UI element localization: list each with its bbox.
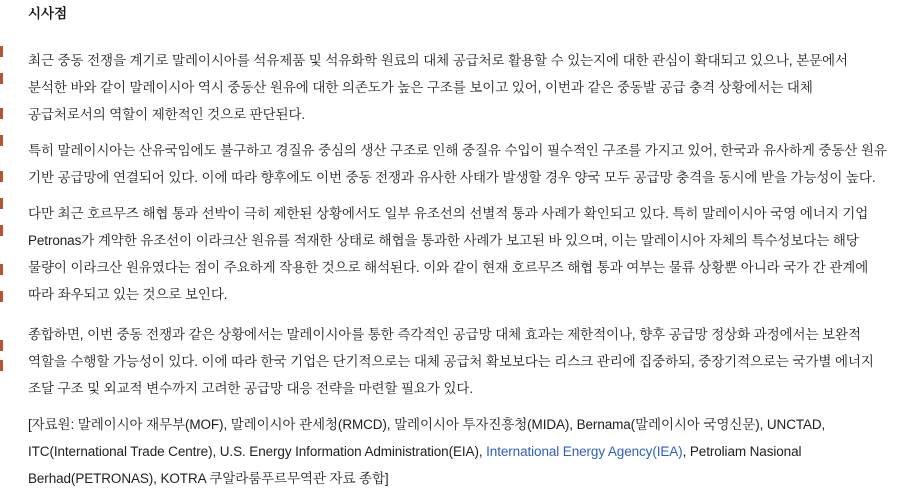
left-edge-artifact bbox=[0, 73, 3, 84]
left-edge-artifact bbox=[0, 46, 3, 57]
paragraph-conclusion: 종합하면, 이번 중동 전쟁과 같은 상황에서는 말레이시아를 통한 즉각적인 공급망 대체 효과는 제한적이나, 향후 공급망 정상화 과정에서는 보완적 역할을 수행할 가능성이 있다. 이에 따라 한국 기업은 단기적으로는 대체 공급처 확보보다는 리스크 관리에 집중하되, 중장기적으로는 국가별 에너지 조달 구조 및 외교적 변수까지 고려한 공급망 대응 전략을 마련할 필요가 있다. bbox=[28, 327, 874, 396]
left-edge-artifact bbox=[0, 360, 3, 371]
section-heading: 시사점 bbox=[28, 6, 68, 21]
left-edge-artifact bbox=[0, 135, 3, 146]
paragraph-import-structure: 특히 말레이시아는 산유국임에도 불구하고 경질유 중심의 생산 구조로 인해 중질유 수입이 필수적인 구조를 가지고 있어, 한국과 유사하게 중동산 원유 기반 공급망에 연결되어 있다. 이에 따라 향후에도 이번 중동 전쟁과 유사한 사태가 발생할 경우 양국 모두 공급망 충격을 동시에 받을 가능성이 높다. bbox=[28, 143, 887, 185]
left-edge-artifact bbox=[0, 171, 3, 182]
paragraph-supply-alternative: 최근 중동 전쟁을 계기로 말레이시아를 석유제품 및 석유화학 원료의 대체 공급처로 활용할 수 있는지에 대한 관심이 확대되고 있으나, 본문에서 분석한 바와 같이 말레이시아 역시 중동산 원유에 대한 의존도가 높은 구조를 보이고 있어, 이번과 같은 중동발 공급 충격 상황에서는 대체 공급처로서의 역할이 제한적인 것으로 판단된다. bbox=[28, 53, 848, 122]
left-edge-artifact bbox=[0, 198, 3, 209]
report-content bbox=[28, 2, 890, 492]
source-text-after-link: , Petroliam Nasional Berhad(PETRONAS), KOTRA 쿠알라룸푸르무역관 자료 종합] bbox=[28, 444, 802, 486]
left-edge-artifact bbox=[0, 340, 3, 351]
left-edge-artifact bbox=[0, 225, 3, 236]
left-edge-artifact bbox=[0, 108, 3, 119]
source-note bbox=[28, 411, 890, 492]
source-text-before-link: [자료원: 말레이시아 재무부(MOF), 말레이시아 관세청(RMCD), 말레이시아 투자진흥청(MIDA), Bernama(말레이시아 국영신문), UNCTAD, ITC(International Trade Centre), U.S. Energy Information Administration(EIA), bbox=[28, 417, 826, 459]
left-edge-artifact bbox=[0, 291, 3, 302]
paragraph-hormuz-passage: 다만 최근 호르무즈 해협 통과 선박이 극히 제한된 상황에서도 일부 유조선의 선별적 통과 사례가 확인되고 있다. 특히 말레이시아 국영 에너지 기업 Petronas가 계약한 유조선이 이라크산 원유를 적재한 상태로 해협을 통과한 사례가 보고된 바 있으며, 이는 말레이시아 자체의 특수성보다는 해당 물량이 이라크산 원유였다는 점이 주요하게 작용한 것으로 해석된다. 이와 같이 현재 호르무즈 해협 통과 여부는 물류 상황뿐 아니라 국가 간 관계에 따라 좌우되고 있는 것으로 보인다. bbox=[28, 206, 869, 302]
left-edge-artifact bbox=[0, 264, 3, 275]
iea-link[interactable]: International Energy Agency(IEA) bbox=[486, 444, 683, 459]
